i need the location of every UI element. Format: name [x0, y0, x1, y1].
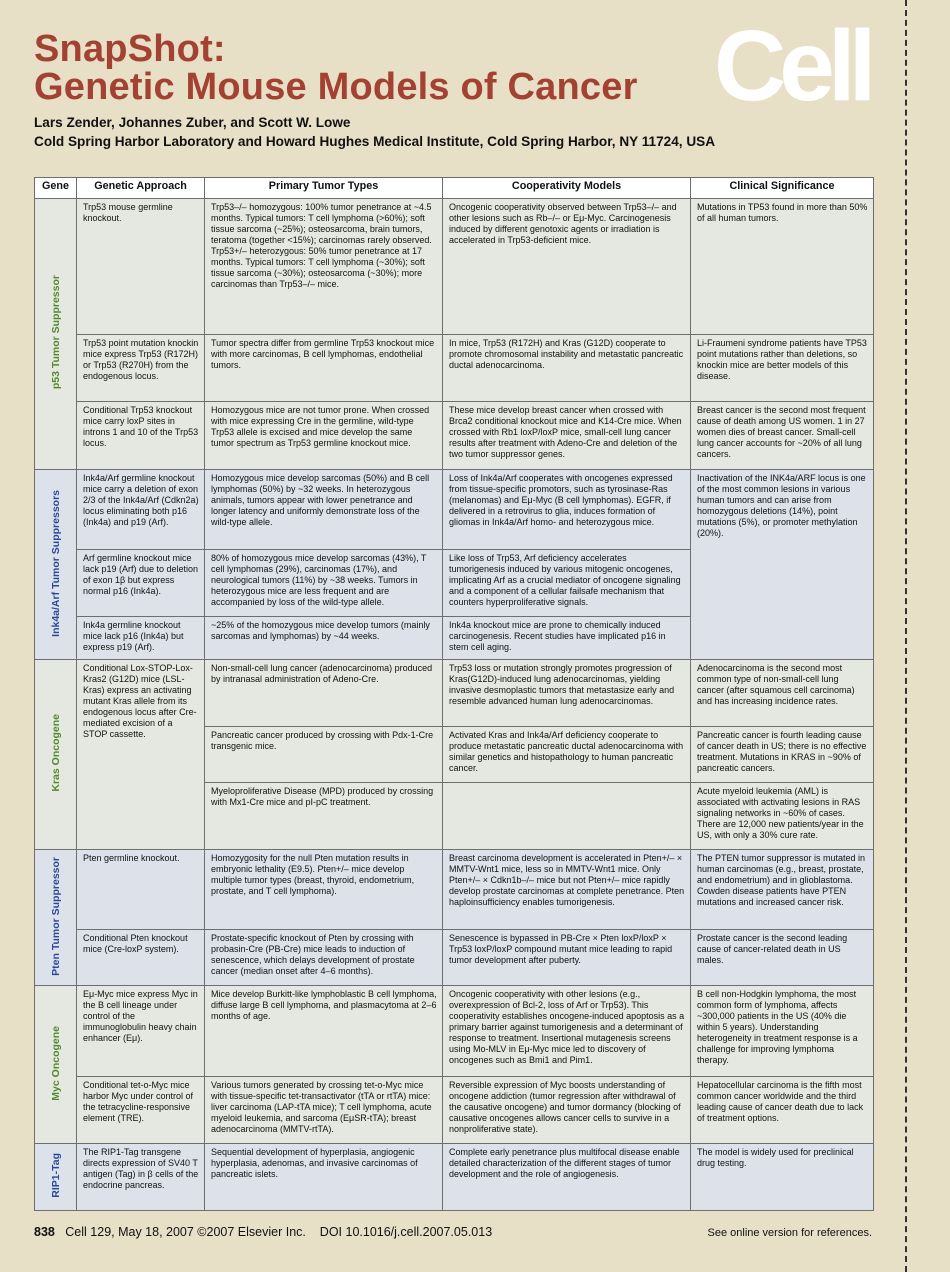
coop-cell: In mice, Trp53 (R172H) and Kras (G12D) cooperate to promote chromosomal instability and metastatic pancreatic ductal adenocarcinoma.	[443, 335, 691, 402]
coop-cell: Ink4a knockout mice are prone to chemically induced carcinogenesis. Recent studies have implicated p16 in stem cell aging.	[443, 617, 691, 660]
clinical-cell: Inactivation of the INK4a/ARF locus is one of the most common lesions in various human tumors and can arise from homozygous deletions (14%), point mutations (5%), or promoter methylation (20%).	[691, 470, 874, 660]
tumor-cell: 80% of homozygous mice develop sarcomas (43%), T cell lymphomas (29%), carcinomas (17%), and neurological tumors (11%) by ~38 weeks. Tumors in heterozygous mice are less frequent and are accompanied by loss of the wild-type allele.	[205, 550, 443, 617]
gene-label: p53 Tumor Suppressor	[49, 275, 62, 390]
footer-citation	[34, 1225, 492, 1239]
approach-cell: Pten germline knockout.	[77, 850, 205, 930]
authors: Lars Zender, Johannes Zuber, and Scott W. Lowe	[34, 115, 351, 130]
approach-cell: Conditional Lox-STOP-Lox-Kras2 (G12D) mice (LSL-Kras) express an activating mutant Kras allele from its endogenous locus after Cre-mediated excision of a STOP cassette.	[77, 660, 205, 850]
clinical-cell: Adenocarcinoma is the second most common type of non-small-cell lung cancer (after squamous cell carcinoma) and has increasing incidence rates.	[691, 660, 874, 727]
clinical-cell: Breast cancer is the second most frequent cause of death among US women. 1 in 27 women dies of breast cancer. Small-cell lung cancer accounts for ~20% of all lung cancers.	[691, 402, 874, 470]
approach-cell: Conditional tet-o-Myc mice harbor Myc under control of the tetracycline-responsive element (TRE).	[77, 1077, 205, 1144]
clinical-cell: Pancreatic cancer is fourth leading cause of cancer death in US; there is no effective treatment. Mutations in KRAS in ~90% of pancreatic cancers.	[691, 727, 874, 783]
tumor-cell: Myeloproliferative Disease (MPD) produced by crossing with Mx1-Cre mice and pI-pC treatment.	[205, 783, 443, 850]
tumor-cell: Pancreatic cancer produced by crossing with Pdx-1-Cre transgenic mice.	[205, 727, 443, 783]
coop-cell	[443, 783, 691, 850]
table-row	[35, 850, 874, 930]
page-title	[34, 30, 638, 106]
gene-label-cell	[35, 199, 77, 470]
column-header: Gene	[35, 178, 77, 199]
clinical-cell: Prostate cancer is the second leading cause of cancer-related death in US males.	[691, 930, 874, 986]
clinical-cell: Acute myeloid leukemia (AML) is associated with activating lesions in RAS signaling networks in ~60% of cases. There are 12,000 new patients/year in the US, with only a 30% cure rate.	[691, 783, 874, 850]
online-note: See online version for references.	[707, 1227, 872, 1239]
tumor-cell: ~25% of the homozygous mice develop tumors (mainly sarcomas and lymphomas) by ~44 weeks.	[205, 617, 443, 660]
group-ink4a-arf	[35, 470, 874, 660]
clinical-cell: The model is widely used for preclinical drug testing.	[691, 1144, 874, 1211]
coop-cell: Like loss of Trp53, Arf deficiency accelerates tumorigenesis induced by various mitogenic oncogenes, implicating Arf as a crucial mediator of oncogene signaling and a component of a cellular failsafe mechanism that counters hyperproliferative signals.	[443, 550, 691, 617]
tumor-cell: Homozygous mice are not tumor prone. When crossed with mice expressing Cre in the germline, wild-type Trp53 allele is excised and mice develop the same tumor spectrum as Trp53 germline knockout mice.	[205, 402, 443, 470]
title-line-2: Genetic Mouse Models of Cancer	[34, 66, 638, 108]
table-row	[35, 402, 874, 470]
group-p53	[35, 199, 874, 470]
clinical-cell: Mutations in TP53 found in more than 50% of all human tumors.	[691, 199, 874, 335]
column-header: Clinical Significance	[691, 178, 874, 199]
gene-label-cell	[35, 986, 77, 1144]
tumor-cell: Tumor spectra differ from germline Trp53 knockout mice with more carcinomas, B cell lymphomas, endothelial tumors.	[205, 335, 443, 402]
gene-label: Pten Tumor Suppressor	[49, 856, 62, 976]
cancer-models-table	[34, 177, 874, 1211]
coop-cell: Loss of Ink4a/Arf cooperates with oncogenes expressed from tissue-specific promotors, such as tyrosinase-Ras (melanomas) and Eμ-Myc (B cell lymphomas). EGFR, if delivered in a retrovirus to glia, induces formation of gliomas in Ink4a/Arf homo- and heterozygous mice.	[443, 470, 691, 550]
clinical-cell: The PTEN tumor suppressor is mutated in human carcinomas (e.g., breast, prostate, and endometrium) and in glioblastoma. Cowden disease patients have PTEN mutations and increased cancer risk.	[691, 850, 874, 930]
gene-label-cell	[35, 850, 77, 986]
author-block	[34, 113, 715, 151]
gene-label-cell	[35, 660, 77, 850]
gene-label-cell	[35, 470, 77, 660]
column-header: Cooperativity Models	[443, 178, 691, 199]
affiliation: Cold Spring Harbor Laboratory and Howard Hughes Medical Institute, Cold Spring Harbor, NY 11724, USA	[34, 134, 716, 149]
perforation-line	[905, 0, 907, 1272]
column-header: Genetic Approach	[77, 178, 205, 199]
table-row	[35, 660, 874, 727]
title-line-1: SnapShot:	[34, 28, 226, 70]
table-row	[35, 1077, 874, 1144]
table-row	[35, 470, 874, 550]
approach-cell: Ink4a germline knockout mice lack p16 (Ink4a) but express p19 (Arf).	[77, 617, 205, 660]
group-rip1-tag	[35, 1144, 874, 1211]
page-number: 838	[34, 1225, 55, 1239]
table-row	[35, 986, 874, 1077]
citation: Cell 129, May 18, 2007 ©2007 Elsevier Inc.	[65, 1225, 306, 1239]
gene-label: Ink4a/Arf Tumor Suppressors	[49, 489, 62, 637]
table-row	[35, 335, 874, 402]
table-header-row	[35, 178, 874, 199]
coop-cell: Oncogenic cooperativity observed between Trp53–/– and other lesions such as Rb–/– or Eμ-Myc. Carcinogenesis induced by different genotoxic agents or irradiation is accelerated in Trp53-deficient mice.	[443, 199, 691, 335]
group-kras	[35, 660, 874, 850]
tumor-cell: Sequential development of hyperplasia, angiogenic hyperplasia, adenomas, and invasive carcinomas of pancreatic islets.	[205, 1144, 443, 1211]
group-pten	[35, 850, 874, 986]
coop-cell: Breast carcinoma development is accelerated in Pten+/– × MMTV-Wnt1 mice, less so in MMTV-Wnt1 mice. Only Pten+/– × Cdkn1b–/– mice but not Pten+/– mice rapidly develop prostate carcinomas at complete penetrance. Pten haploinsufficiency enables tumorigenesis.	[443, 850, 691, 930]
gene-label-cell	[35, 1144, 77, 1211]
approach-cell: Eμ-Myc mice express Myc in the B cell lineage under control of the immunoglobulin heavy chain enhancer (Eμ).	[77, 986, 205, 1077]
approach-cell: Trp53 mouse germline knockout.	[77, 199, 205, 335]
coop-cell: Complete early penetrance plus multifocal disease enable detailed characterization of the different stages of tumor development and the role of angiogenesis.	[443, 1144, 691, 1211]
coop-cell: Activated Kras and Ink4a/Arf deficiency cooperate to produce metastatic pancreatic ductal adenocarcinoma with similar genetics and histopathology to human pancreatic cancer.	[443, 727, 691, 783]
tumor-cell: Trp53–/– homozygous: 100% tumor penetrance at ~4.5 months. Typical tumors: T cell lymphoma (>60%); soft tissue sarcoma (~25%); osteosarcoma, brain tumors, teratoma (together <15%); carcinomas rarely observed. Trp53+/– heterozygous: 50% tumor penetrance at 17 months. Typical tumors: T cell lymphoma (~30%); soft tissue sarcoma (~30%); osteosarcoma (~30%); more carcinomas than Trp53–/– mice.	[205, 199, 443, 335]
table-row	[35, 199, 874, 335]
approach-cell: Trp53 point mutation knockin mice express Trp53 (R172H) or Trp53 (R270H) from the endogenous locus.	[77, 335, 205, 402]
gene-label: Kras Oncogene	[49, 714, 62, 792]
coop-cell: Oncogenic cooperativity with other lesions (e.g., overexpression of Bcl-2, loss of Arf or Trp53). This cooperativity establishes oncogene-induced apoptosis as a primary barrier against tumorigenesis and a determinant of response to treatment. Insertional mutagenesis screens using Mo-MLV in Eμ-Myc mice led to discovery of oncogenes such as Bmi1 and Pim1.	[443, 986, 691, 1077]
clinical-cell: Li-Fraumeni syndrome patients have TP53 point mutations rather than deletions, so knockin mice are better models of this disease.	[691, 335, 874, 402]
approach-cell: Conditional Pten knockout mice (Cre-loxP system).	[77, 930, 205, 986]
doi: DOI 10.1016/j.cell.2007.05.013	[319, 1225, 493, 1239]
clinical-cell: B cell non-Hodgkin lymphoma, the most common form of lymphoma, affects ~300,000 patients in the US (40% die within 5 years). Understanding heterogeneity in treatment response is a challenge for improving lymphoma therapy.	[691, 986, 874, 1077]
column-header: Primary Tumor Types	[205, 178, 443, 199]
tumor-cell: Homozygous mice develop sarcomas (50%) and B cell lymphomas (50%) by ~32 weeks. In heterozygous animals, tumors appear with lower penetrance and longer latency and uniformly demonstrate loss of the wild-type allele.	[205, 470, 443, 550]
approach-cell: Arf germline knockout mice lack p19 (Arf) due to deletion of exon 1β but express normal p16 (Ink4a).	[77, 550, 205, 617]
table-row	[35, 1144, 874, 1211]
tumor-cell: Various tumors generated by crossing tet-o-Myc mice with tissue-specific tet-transactivator (tTA or rtTA) mice: liver carcinoma (LAP-tTA mice); T cell lymphoma, acute myeloid leukemia, and sarcoma (EμSR-tTA); breast adenocarcinoma (MMTV-rtTA).	[205, 1077, 443, 1144]
gene-label: RIP1-Tag	[49, 1153, 62, 1198]
coop-cell: Trp53 loss or mutation strongly promotes progression of Kras(G12D)-induced lung adenocarcinomas, yielding invasive desmoplastic tumors that metastasize early and resemble advanced human lung adenocarcinomas.	[443, 660, 691, 727]
group-myc	[35, 986, 874, 1144]
tumor-cell: Non-small-cell lung cancer (adenocarcinoma) produced by intranasal administration of Adeno-Cre.	[205, 660, 443, 727]
coop-cell: Reversible expression of Myc boosts understanding of oncogene addiction (tumor regression after withdrawal of the causative oncogene) and tumor dormancy (blocking of causative oncogenes allows cancer cells to survive in a nonproliferative state).	[443, 1077, 691, 1144]
tumor-cell: Homozygosity for the null Pten mutation results in embryonic lethality (E9.5). Pten+/– mice develop multiple tumor types (breast, thyroid, endometrium, prostate, and T cell lymphoma).	[205, 850, 443, 930]
approach-cell: The RIP1-Tag transgene directs expression of SV40 T antigen (Tag) in β cells of the endocrine pancreas.	[77, 1144, 205, 1211]
coop-cell: These mice develop breast cancer when crossed with Brca2 conditional knockout mice and K14-Cre mice. When crossed with Rb1 loxP/loxP mice, small-cell lung cancer results after treatment with Adeno-Cre and deletion of the two tumor suppressor genes.	[443, 402, 691, 470]
approach-cell: Ink4a/Arf germline knockout mice carry a deletion of exon 2/3 of the Ink4a/Arf (Cdkn2a) locus eliminating both p16 (Ink4a) and p19 (Arf).	[77, 470, 205, 550]
tumor-cell: Mice develop Burkitt-like lymphoblastic B cell lymphoma, diffuse large B cell lymphoma, and plasmacytoma at 2–6 months of age.	[205, 986, 443, 1077]
coop-cell: Senescence is bypassed in PB-Cre × Pten loxP/loxP × Trp53 loxP/loxP compound mutant mice leading to rapid tumor development after puberty.	[443, 930, 691, 986]
approach-cell: Conditional Trp53 knockout mice carry loxP sites in introns 1 and 10 of the Trp53 locus.	[77, 402, 205, 470]
clinical-cell: Hepatocellular carcinoma is the fifth most common cancer worldwide and the third leading cause of cancer death due to lack of treatment options.	[691, 1077, 874, 1144]
table-row	[35, 930, 874, 986]
cell-logo: Cell	[714, 10, 870, 122]
gene-label: Myc Oncogene	[49, 1025, 62, 1101]
tumor-cell: Prostate-specific knockout of Pten by crossing with probasin-Cre (PB-Cre) mice leads to induction of senescence, which delays development of prostate cancer (median onset after 4–6 months).	[205, 930, 443, 986]
